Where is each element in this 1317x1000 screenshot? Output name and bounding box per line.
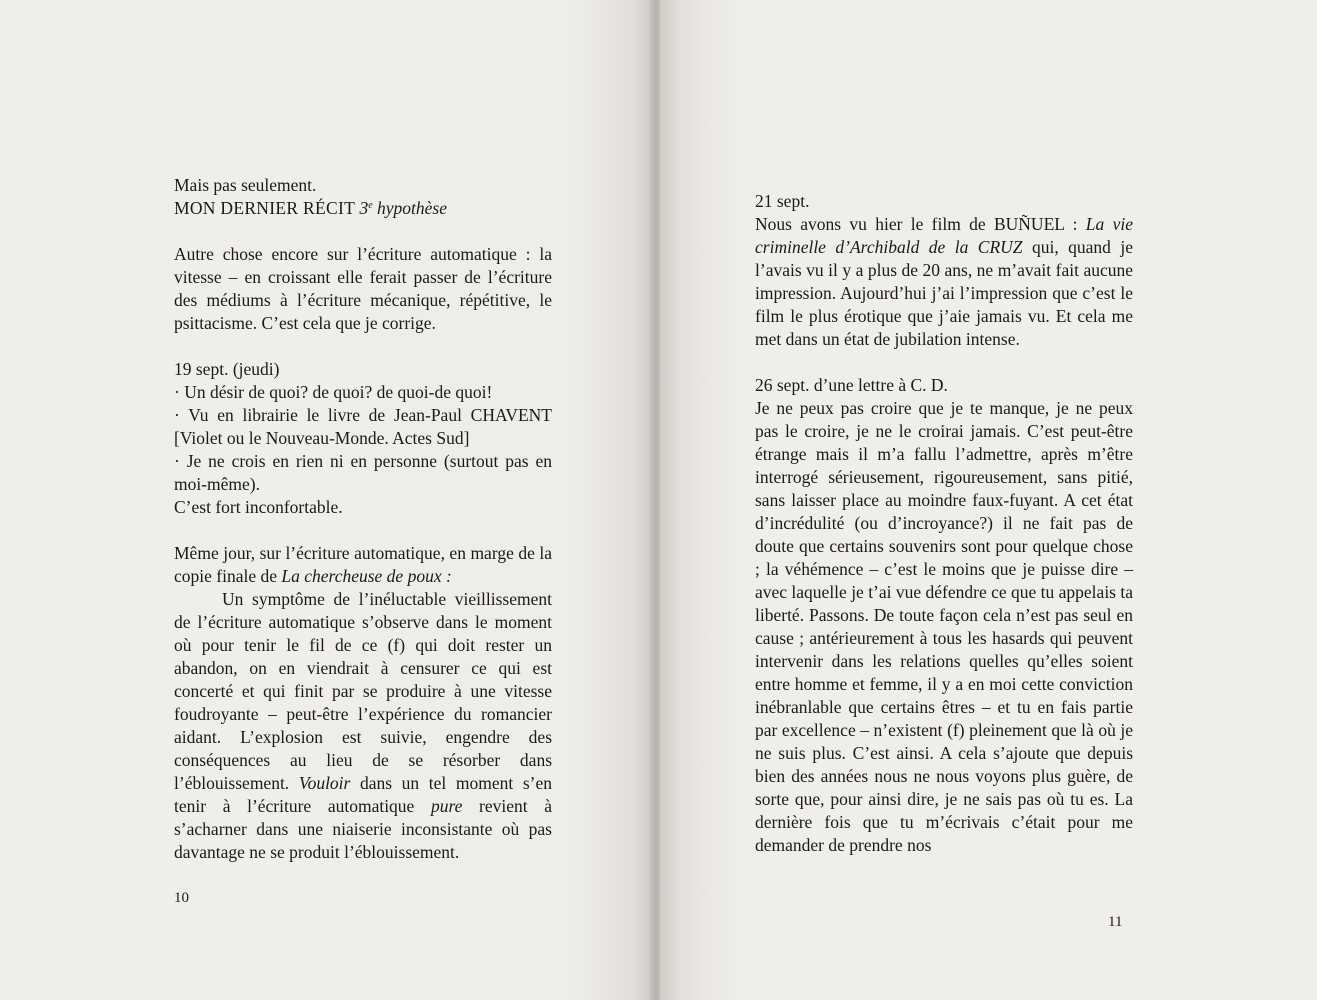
symptome-vouloir: Vouloir	[298, 773, 351, 793]
bullet-desir: · Un désir de quoi? de quoi? de quoi-de quoi!	[174, 382, 493, 402]
symptome-text-1: Un symptôme de l’inéluctable vieillissement de l’écriture automatique s’observe dans le moment où pour tenir le fil de ce (f) qui doit rester un abandon, on en viendrait à censurer ce qui est concerté et qui finit par se produire à une vitesse foudroyante – peut-être l’expérience du romancier aidant. L’explosion est suivie, engendre des conséquences au lieu de se résorber dans l’éblouissement.	[174, 589, 552, 793]
section-title	[174, 197, 552, 220]
symptome-pure: pure	[430, 796, 463, 816]
paragraph-lettre: Je ne peux pas croire que je te manque, je ne peux pas le croire, je ne le croirai jamais. C’est peut-être étrange mais il m’a fallu l’admettre, après m’être interrogé sérieusement, rigoureusement, sans pitié, sans laisser place au moindre faux-fuyant. A cet état d’incrédulité (ou d’incroyance?) il ne fait pas de doute que certains souvenirs sont pour quelque chose ; la véhémence – c’est le moins que je puisse dire – avec laquelle je t’ai vue défendre ce que tu appelais ta liberté. Passons. De toute façon cela n’est pas seul en cause ; antérieurement à tous les hasards qui peuvent intervenir dans les relations quelles qu’elles soient entre homme et femme, il y a en moi cette conviction inébranlable que certains êtres – et tu en fais partie par excellence – n’existent (f) pleinement que là où je ne suis plus. C’est ainsi. A cela s’ajoute que depuis bien des années nous ne nous voyons plus guère, de sorte que, pour ainsi dire, je ne sais pas où tu es. La dernière fois que tu m’écrivais c’était pour me demander de prendre nos	[755, 398, 1133, 855]
left-page-text	[174, 174, 552, 864]
section-title-caps: MON DERNIER RÉCIT	[174, 198, 356, 218]
meme-jour-text: Même jour, sur l’écriture automatique, en marge de la copie finale de	[174, 543, 552, 586]
entry-date-21-sept: 21 sept.	[755, 191, 810, 211]
section-title-italic: hypothèse	[377, 198, 448, 218]
bullet-crois: · Je ne crois en rien ni en personne (surtout pas en moi-même).	[174, 451, 552, 494]
bunuel-text-end: qui, quand je l’avais vu il y a plus de 20 ans, ne m’avait fait aucune impression. Aujourd’hui j’ai l’impression que c’est le film le plus érotique que j’aie jamais vu. Et cela me met dans un état de jubilation intense.	[755, 237, 1134, 349]
bullet-librairie: · Vu en librairie le livre de Jean-Paul CHAVENT [Violet ou le Nouveau-Monde. Actes Sud]	[174, 405, 552, 448]
page-number-left: 10	[174, 890, 189, 906]
chercheuse-title: La chercheuse de poux :	[281, 566, 452, 586]
right-page-text	[755, 190, 1133, 857]
page-number-right: 11	[1108, 914, 1123, 930]
section-title-number: 3	[359, 198, 369, 218]
entry-date-19-sept: 19 sept. (jeudi)	[174, 359, 280, 379]
film-title: La vie criminelle d’Archibald de la CRUZ	[755, 214, 1133, 257]
paragraph-symptome	[174, 588, 552, 864]
paragraph-bunuel	[755, 213, 1133, 351]
bunuel-text-start: Nous avons vu hier le film de BUÑUEL :	[755, 214, 1078, 234]
symptome-text-2: dans un tel moment s’en tenir à l’écriture automatique	[174, 773, 553, 816]
line-inconfortable: C’est fort inconfortable.	[174, 497, 343, 517]
symptome-text-3: revient à s’acharner dans une niaiserie inconsistante où pas davantage ne se produit l’éblouissement.	[174, 796, 552, 862]
right-page	[660, 0, 1317, 1000]
entry-date-26-sept: 26 sept. d’une lettre à C. D.	[755, 375, 948, 395]
paragraph-meme-jour	[174, 542, 552, 588]
section-title-superscript: e	[368, 200, 373, 211]
paragraph-ecriture-automatique: Autre chose encore sur l’écriture automatique : la vitesse – en croissant elle ferait passer de l’écriture des médiums à l’écriture mécanique, répétitive, le psittacisme. C’est cela que je corrige.	[174, 244, 552, 333]
left-page	[0, 0, 652, 1000]
line-mais-pas-seulement: Mais pas seulement.	[174, 175, 317, 195]
